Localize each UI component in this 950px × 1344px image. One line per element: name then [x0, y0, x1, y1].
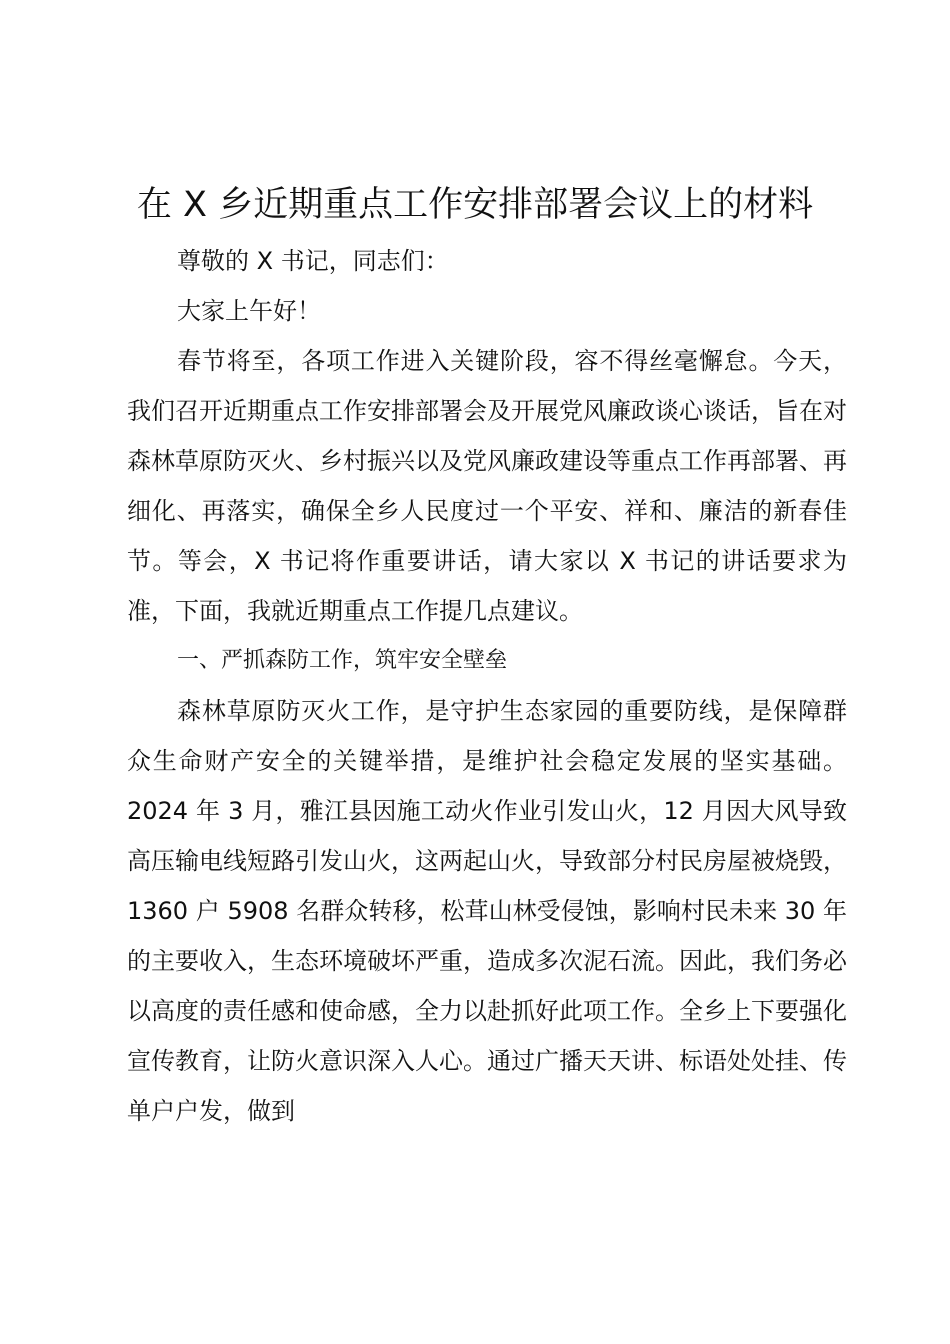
greeting-paragraph: 大家上午好！ — [177, 297, 321, 325]
salutation-paragraph: 尊敬的 X 书记，同志们： — [177, 247, 449, 275]
document-title: 在 X 乡近期重点工作安排部署会议上的材料 — [136, 185, 814, 225]
intro-paragraph: 春节将至，各项工作进入关键阶段，容不得丝毫懈怠。今天，我们召开近期重点工作安排部署会及开展党风廉政谈心谈话，旨在对森林草原防灭火、乡村振兴以及党风廉政建设等重点工作再部署、再细化、再落实，确保全乡人民度过一个平安、祥和、廉洁的新春佳节。等会，X 书记将作重要讲话，请大家以 X 书记的讲话要求为准，下面，我就近期重点工作提几点建议。 — [127, 347, 847, 625]
body-paragraph: 森林草原防灭火工作，是守护生态家园的重要防线，是保障群众生命财产安全的关键举措，是维护社会稳定发展的坚实基础。2024 年 3 月，雅江县因施工动火作业引发山火，12 月因大风导致高压输电线短路引发山火，这两起山火，导致部分村民房屋被烧毁，1360 户 5908 名群众转移，松茸山林受侵蚀，影响村民未来 30 年的主要收入，生态环境破坏严重，造成多次泥石流。因此，我们务必以高度的责任感和使命感，全力以赴抓好此项工作。全乡上下要强化宣传教育，让防火意识深入人心。通过广播天天讲、标语处处挂、传单户户发，做到 — [127, 697, 847, 1125]
document-body — [127, 236, 847, 1136]
section-heading: 一、严抓森防工作，筑牢安全壁垒 — [177, 648, 508, 673]
